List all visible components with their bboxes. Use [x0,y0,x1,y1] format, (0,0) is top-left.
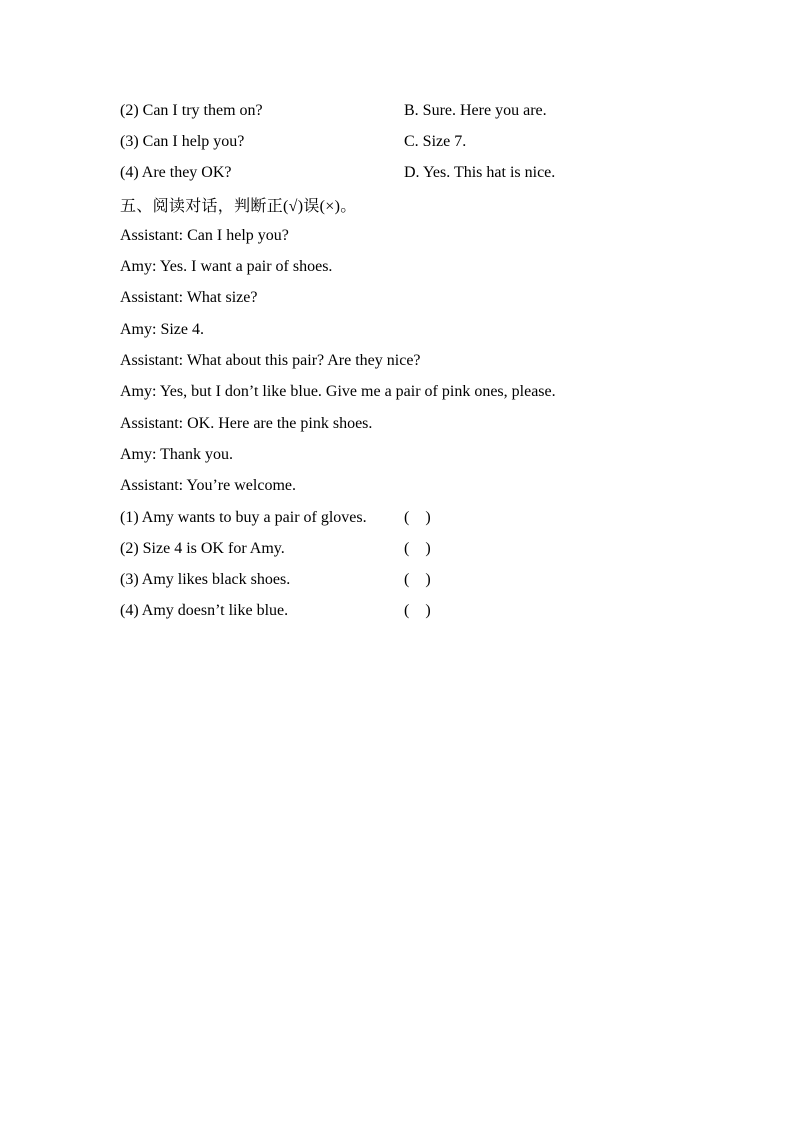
dialogue-line [120,283,720,314]
dialogue-line [120,220,720,251]
dialogue-text: Assistant: What size? [120,289,258,307]
true-false-row [120,502,720,533]
matching-answer: D. Yes. This hat is nice. [404,164,556,182]
dialogue-line [120,471,720,502]
answer-bracket: ( ) [404,508,431,526]
true-false-statement: (4) Amy doesn’t like blue. [120,602,289,620]
matching-row [120,95,720,126]
dialogue-line [120,251,720,282]
answer-bracket: ( ) [404,539,431,557]
worksheet-content [120,95,720,627]
dialogue-text: Amy: Yes. I want a pair of shoes. [120,258,333,276]
answer-bracket: ( ) [404,571,431,589]
true-false-statement: (2) Size 4 is OK for Amy. [120,539,285,557]
dialogue-text: Assistant: Can I help you? [120,226,289,244]
dialogue-text: Amy: Size 4. [120,320,204,338]
matching-question: (4) Are they OK? [120,164,232,182]
matching-answer: C. Size 7. [404,132,467,150]
true-false-statement: (3) Amy likes black shoes. [120,571,291,589]
dialogue-text: Assistant: What about this pair? Are they nice? [120,352,421,370]
true-false-row [120,596,720,627]
answer-bracket: ( ) [404,602,431,620]
dialogue-text: Assistant: You’re welcome. [120,477,296,495]
matching-answer: B. Sure. Here you are. [404,101,547,119]
dialogue-line [120,345,720,376]
matching-row [120,158,720,189]
section-heading-row [120,189,720,220]
section-heading: 五、阅读对话，判断正(√)误(×)。 [120,198,357,216]
true-false-row [120,533,720,564]
matching-question: (2) Can I try them on? [120,101,263,119]
dialogue-text: Amy: Yes, but I don’t like blue. Give me a pair of pink ones, please. [120,383,556,401]
dialogue-line [120,439,720,470]
dialogue-line [120,314,720,345]
dialogue-text: Amy: Thank you. [120,445,234,463]
true-false-row [120,564,720,595]
dialogue-line [120,408,720,439]
true-false-statement: (1) Amy wants to buy a pair of gloves. [120,508,367,526]
matching-question: (3) Can I help you? [120,132,245,150]
matching-row [120,126,720,157]
dialogue-text: Assistant: OK. Here are the pink shoes. [120,414,373,432]
dialogue-line [120,377,720,408]
